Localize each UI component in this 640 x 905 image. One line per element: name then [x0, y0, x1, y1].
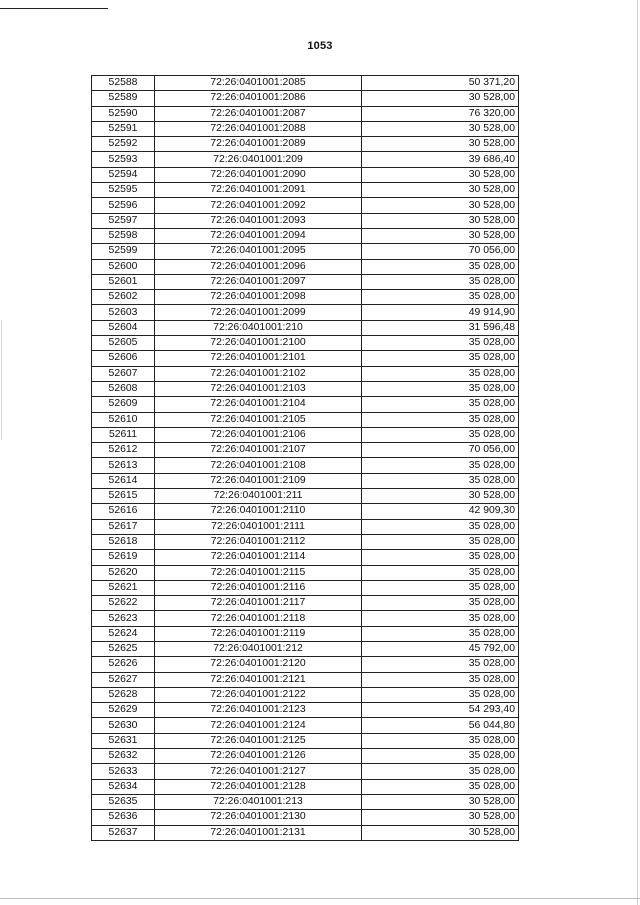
table-row: [92, 290, 519, 305]
cadastral-value: 35 028,00: [362, 565, 519, 580]
table-row: [92, 320, 519, 335]
cadastral-number: 72:26:0401001:2088: [155, 121, 362, 136]
cadastral-value: 30 528,00: [362, 167, 519, 182]
table-row: [92, 749, 519, 764]
row-number: 52620: [92, 565, 155, 580]
table-row: [92, 672, 519, 687]
table-row: [92, 198, 519, 213]
cadastral-number: 72:26:0401001:2119: [155, 626, 362, 641]
cadastral-value: 35 028,00: [362, 458, 519, 473]
row-number: 52632: [92, 749, 155, 764]
cadastral-value: 30 528,00: [362, 91, 519, 106]
row-number: 52600: [92, 259, 155, 274]
row-number: 52601: [92, 274, 155, 289]
table-row: [92, 565, 519, 580]
row-number: 52612: [92, 443, 155, 458]
cadastral-value: 35 028,00: [362, 611, 519, 626]
table-row: [92, 412, 519, 427]
cadastral-value: 35 028,00: [362, 764, 519, 779]
row-number: 52608: [92, 381, 155, 396]
cadastral-number: 72:26:0401001:2118: [155, 611, 362, 626]
cadastral-number: 72:26:0401001:2126: [155, 749, 362, 764]
cadastral-value: 35 028,00: [362, 519, 519, 534]
cadastral-value: 45 792,00: [362, 641, 519, 656]
table-row: [92, 152, 519, 167]
cadastral-number: 72:26:0401001:2122: [155, 687, 362, 702]
cadastral-number: 72:26:0401001:2114: [155, 550, 362, 565]
row-number: 52590: [92, 106, 155, 121]
row-number: 52599: [92, 244, 155, 259]
row-number: 52627: [92, 672, 155, 687]
row-number: 52634: [92, 779, 155, 794]
cadastral-number: 72:26:0401001:2116: [155, 580, 362, 595]
cadastral-value: 35 028,00: [362, 366, 519, 381]
cadastral-number: 72:26:0401001:2089: [155, 137, 362, 152]
table-row: [92, 167, 519, 182]
cadastral-number: 72:26:0401001:2093: [155, 213, 362, 228]
row-number: 52635: [92, 794, 155, 809]
table-row: [92, 106, 519, 121]
cadastral-value: 35 028,00: [362, 381, 519, 396]
cadastral-value: 56 044,80: [362, 718, 519, 733]
cadastral-number: 72:26:0401001:210: [155, 320, 362, 335]
cadastral-value: 30 528,00: [362, 810, 519, 825]
row-number: 52615: [92, 489, 155, 504]
cadastral-number: 72:26:0401001:2131: [155, 825, 362, 840]
table-row: [92, 458, 519, 473]
table-row: [92, 794, 519, 809]
cadastral-number: 72:26:0401001:2100: [155, 336, 362, 351]
row-number: 52617: [92, 519, 155, 534]
row-number: 52605: [92, 336, 155, 351]
cadastral-value: 35 028,00: [362, 733, 519, 748]
cadastral-number: 72:26:0401001:2125: [155, 733, 362, 748]
cadastral-value: 49 914,90: [362, 305, 519, 320]
row-number: 52619: [92, 550, 155, 565]
cadastral-number: 72:26:0401001:2108: [155, 458, 362, 473]
cadastral-number: 72:26:0401001:2096: [155, 259, 362, 274]
cadastral-value: 35 028,00: [362, 596, 519, 611]
cadastral-value: 35 028,00: [362, 397, 519, 412]
table-body: [92, 76, 519, 841]
row-number: 52604: [92, 320, 155, 335]
cadastral-value: 30 528,00: [362, 794, 519, 809]
row-number: 52595: [92, 183, 155, 198]
table-row: [92, 504, 519, 519]
table-row: [92, 183, 519, 198]
row-number: 52624: [92, 626, 155, 641]
table-row: [92, 228, 519, 243]
row-number: 52596: [92, 198, 155, 213]
cadastral-number: 72:26:0401001:2106: [155, 427, 362, 442]
table-row: [92, 213, 519, 228]
row-number: 52597: [92, 213, 155, 228]
cadastral-value: 30 528,00: [362, 228, 519, 243]
table-row: [92, 687, 519, 702]
table-row: [92, 626, 519, 641]
cadastral-number: 72:26:0401001:2085: [155, 76, 362, 91]
row-number: 52622: [92, 596, 155, 611]
cadastral-number: 72:26:0401001:209: [155, 152, 362, 167]
cadastral-value: 30 528,00: [362, 183, 519, 198]
row-number: 52629: [92, 703, 155, 718]
cadastral-value: 76 320,00: [362, 106, 519, 121]
cadastral-value: 35 028,00: [362, 427, 519, 442]
scan-artifact-bottom-line: [0, 898, 640, 899]
row-number: 52626: [92, 657, 155, 672]
cadastral-number: 72:26:0401001:2104: [155, 397, 362, 412]
table-row: [92, 489, 519, 504]
cadastral-number: 72:26:0401001:2117: [155, 596, 362, 611]
row-number: 52598: [92, 228, 155, 243]
table-row: [92, 810, 519, 825]
row-number: 52593: [92, 152, 155, 167]
table-row: [92, 519, 519, 534]
cadastral-number: 72:26:0401001:2123: [155, 703, 362, 718]
row-number: 52636: [92, 810, 155, 825]
table-row: [92, 718, 519, 733]
cadastral-number: 72:26:0401001:2091: [155, 183, 362, 198]
cadastral-number: 72:26:0401001:2130: [155, 810, 362, 825]
cadastral-number: 72:26:0401001:2112: [155, 534, 362, 549]
cadastral-value: 35 028,00: [362, 290, 519, 305]
table-row: [92, 779, 519, 794]
cadastral-value: 50 371,20: [362, 76, 519, 91]
row-number: 52628: [92, 687, 155, 702]
row-number: 52602: [92, 290, 155, 305]
cadastral-number: 72:26:0401001:2120: [155, 657, 362, 672]
table-row: [92, 825, 519, 840]
row-number: 52633: [92, 764, 155, 779]
cadastral-number: 72:26:0401001:2099: [155, 305, 362, 320]
cadastral-value: 35 028,00: [362, 412, 519, 427]
table-row: [92, 121, 519, 136]
cadastral-value: 35 028,00: [362, 351, 519, 366]
cadastral-value: 54 293,40: [362, 703, 519, 718]
row-number: 52621: [92, 580, 155, 595]
cadastral-number: 72:26:0401001:2092: [155, 198, 362, 213]
cadastral-value: 70 056,00: [362, 244, 519, 259]
cadastral-value: 35 028,00: [362, 657, 519, 672]
cadastral-value: 42 909,30: [362, 504, 519, 519]
cadastral-value: 35 028,00: [362, 336, 519, 351]
cadastral-number: 72:26:0401001:2110: [155, 504, 362, 519]
cadastral-value: 30 528,00: [362, 198, 519, 213]
cadastral-number: 72:26:0401001:2103: [155, 381, 362, 396]
cadastral-number: 72:26:0401001:2101: [155, 351, 362, 366]
row-number: 52616: [92, 504, 155, 519]
row-number: 52637: [92, 825, 155, 840]
row-number: 52591: [92, 121, 155, 136]
cadastral-number: 72:26:0401001:2124: [155, 718, 362, 733]
row-number: 52618: [92, 534, 155, 549]
table-row: [92, 534, 519, 549]
table-row: [92, 703, 519, 718]
table-row: [92, 443, 519, 458]
cadastral-value: 30 528,00: [362, 121, 519, 136]
cadastral-number: 72:26:0401001:2121: [155, 672, 362, 687]
row-number: 52613: [92, 458, 155, 473]
row-number: 52606: [92, 351, 155, 366]
cadastral-value: 35 028,00: [362, 534, 519, 549]
scan-artifact-right-edge: [637, 0, 638, 905]
table-row: [92, 137, 519, 152]
table-row: [92, 580, 519, 595]
cadastral-number: 72:26:0401001:211: [155, 489, 362, 504]
scan-artifact-top-line: [0, 8, 108, 9]
table-row: [92, 473, 519, 488]
cadastral-number: 72:26:0401001:2090: [155, 167, 362, 182]
cadastral-number: 72:26:0401001:2095: [155, 244, 362, 259]
row-number: 52631: [92, 733, 155, 748]
table-row: [92, 596, 519, 611]
row-number: 52594: [92, 167, 155, 182]
table-row: [92, 733, 519, 748]
cadastral-number: 72:26:0401001:212: [155, 641, 362, 656]
row-number: 52592: [92, 137, 155, 152]
table-row: [92, 244, 519, 259]
table-row: [92, 397, 519, 412]
table-row: [92, 305, 519, 320]
cadastral-value: 35 028,00: [362, 779, 519, 794]
cadastral-number: 72:26:0401001:2127: [155, 764, 362, 779]
row-number: 52603: [92, 305, 155, 320]
cadastral-number: 72:26:0401001:2105: [155, 412, 362, 427]
table-row: [92, 381, 519, 396]
cadastral-value: 30 528,00: [362, 489, 519, 504]
cadastral-value: 70 056,00: [362, 443, 519, 458]
cadastral-value: 30 528,00: [362, 137, 519, 152]
cadastral-value-table: [91, 75, 519, 841]
cadastral-number: 72:26:0401001:2111: [155, 519, 362, 534]
cadastral-value: 39 686,40: [362, 152, 519, 167]
cadastral-number: 72:26:0401001:2102: [155, 366, 362, 381]
table-row: [92, 274, 519, 289]
table-row: [92, 336, 519, 351]
row-number: 52589: [92, 91, 155, 106]
cadastral-value: 35 028,00: [362, 274, 519, 289]
row-number: 52614: [92, 473, 155, 488]
cadastral-value: 35 028,00: [362, 473, 519, 488]
row-number: 52610: [92, 412, 155, 427]
table-row: [92, 366, 519, 381]
cadastral-number: 72:26:0401001:2115: [155, 565, 362, 580]
cadastral-value: 30 528,00: [362, 825, 519, 840]
cadastral-number: 72:26:0401001:2097: [155, 274, 362, 289]
cadastral-value: 35 028,00: [362, 687, 519, 702]
row-number: 52611: [92, 427, 155, 442]
table-row: [92, 657, 519, 672]
cadastral-number: 72:26:0401001:2087: [155, 106, 362, 121]
cadastral-number: 72:26:0401001:2098: [155, 290, 362, 305]
cadastral-number: 72:26:0401001:213: [155, 794, 362, 809]
cadastral-value: 35 028,00: [362, 259, 519, 274]
cadastral-value: 30 528,00: [362, 213, 519, 228]
cadastral-number: 72:26:0401001:2128: [155, 779, 362, 794]
cadastral-number: 72:26:0401001:2109: [155, 473, 362, 488]
table-row: [92, 641, 519, 656]
table-row: [92, 76, 519, 91]
cadastral-number: 72:26:0401001:2107: [155, 443, 362, 458]
cadastral-value: 35 028,00: [362, 749, 519, 764]
cadastral-value: 31 596,48: [362, 320, 519, 335]
page-number: 1053: [307, 40, 333, 52]
table-row: [92, 427, 519, 442]
cadastral-value: 35 028,00: [362, 672, 519, 687]
row-number: 52607: [92, 366, 155, 381]
cadastral-value: 35 028,00: [362, 626, 519, 641]
table-row: [92, 764, 519, 779]
row-number: 52625: [92, 641, 155, 656]
table-row: [92, 550, 519, 565]
cadastral-value: 35 028,00: [362, 550, 519, 565]
cadastral-number: 72:26:0401001:2094: [155, 228, 362, 243]
table-row: [92, 611, 519, 626]
row-number: 52609: [92, 397, 155, 412]
row-number: 52630: [92, 718, 155, 733]
cadastral-value: 35 028,00: [362, 580, 519, 595]
row-number: 52623: [92, 611, 155, 626]
table-row: [92, 91, 519, 106]
table-row: [92, 259, 519, 274]
table-row: [92, 351, 519, 366]
cadastral-number: 72:26:0401001:2086: [155, 91, 362, 106]
scan-artifact-left-edge: [1, 320, 2, 440]
row-number: 52588: [92, 76, 155, 91]
